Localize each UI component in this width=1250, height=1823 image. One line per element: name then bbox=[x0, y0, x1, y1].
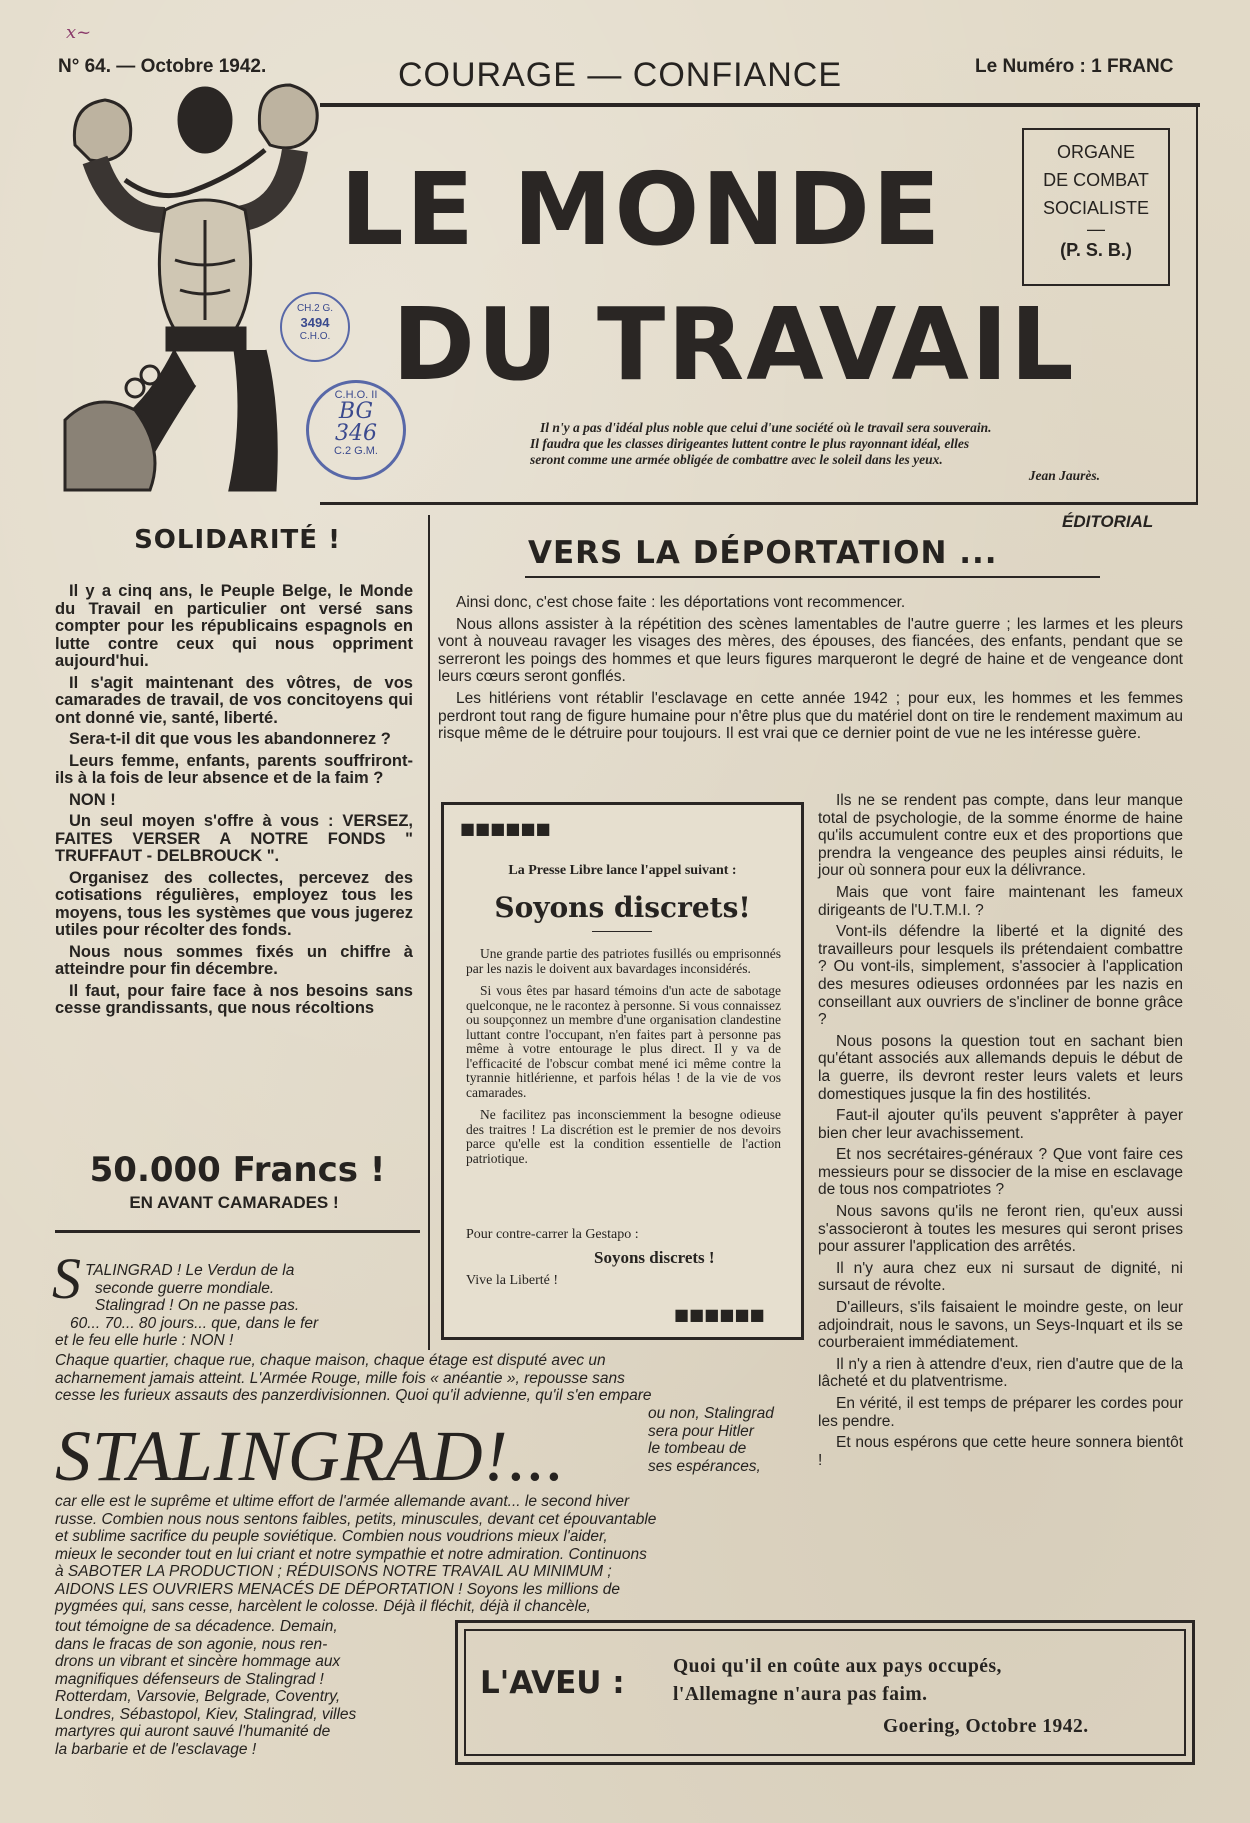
text-line: la barbarie et de l'esclavage ! bbox=[55, 1740, 257, 1758]
price: Le Numéro : 1 FRANC bbox=[975, 56, 1174, 77]
newspaper-title-line2: DU TRAVAIL bbox=[392, 286, 1076, 403]
text-line: Chaque quartier, chaque rue, chaque maison, chaque étage est disputé avec un bbox=[55, 1352, 606, 1369]
text-line: magnifiques défenseurs de Stalingrad ! bbox=[55, 1670, 324, 1688]
intro-line: Stalingrad ! On ne passe pas. bbox=[95, 1297, 300, 1314]
closing-line: EN AVANT CAMARADES ! bbox=[129, 1193, 339, 1212]
text-line: tout témoigne de sa décadence. Demain, bbox=[55, 1618, 338, 1635]
paragraph: Organisez des collectes, percevez des cotisations régulières, employez tous les moyens, tous les systèmes que vous jugerez utiles pour récolter des fonds. bbox=[55, 868, 413, 939]
stalingrad-body bbox=[55, 1493, 800, 1616]
paragraph: Nous posons la question tout en sachant bien qu'étant associés aux allemands depuis le début de la guerre, ils devront rester leurs valets et leurs domestiques jusque la fin des hostilités. bbox=[818, 1032, 1183, 1103]
handwritten-mark: x~ bbox=[66, 22, 92, 43]
paragraph: NON ! bbox=[69, 790, 116, 809]
paragraph: Nous allons assister à la répétition des scènes lamentables de l'autre guerre ; les larmes et les pleurs vont à nouveau ravager les visages des mères, des épouses, des fiancées, des enfants, pendant que se serreront les poings des hommes et que leurs figures marqueront le degré de haine et de vengeance dont leurs cœurs seront gonflés. bbox=[438, 615, 1183, 686]
paragraph: Sera-t-il dit que vous les abandonnerez ? bbox=[69, 730, 391, 748]
paragraph: Ne facilitez pas inconsciemment la besogne odieuse des traitres ! La discrétion est le premier de nos devoirs parce qu'elle est la condition essentielle de l'action patriotique. bbox=[466, 1107, 781, 1166]
stamp-text: C.H.O. bbox=[299, 331, 331, 342]
text-line: cesse les furieux assauts des panzerdivisionnen. Quoi qu'il advienne, qu'il s'en empare bbox=[55, 1387, 652, 1404]
paragraph: Vont-ils défendre la liberté et la dignité des travailleurs pour lesquels ils prétendaient combattre ? Ou vont-ils, simplement, s'associer à l'application des mesures odieuses ordonnées par les nazis en conseillant aux ouvriers de s'incliner de bonne grâce ? bbox=[818, 923, 1183, 1029]
solidarite-title: SOLIDARITÉ ! bbox=[134, 525, 341, 555]
paragraph: En vérité, il est temps de préparer les cordes pour les pendre. bbox=[818, 1395, 1183, 1430]
aveu-signature: Goering, Octobre 1942. bbox=[883, 1716, 1089, 1737]
box-intro: La Presse Libre lance l'appel suivant : bbox=[508, 863, 737, 878]
decorative-squares-icon: ■■■■■■ bbox=[674, 1305, 765, 1324]
fund-amount: 50.000 Francs ! bbox=[89, 1150, 386, 1190]
stamp-text: 346 bbox=[335, 421, 377, 446]
organe-box bbox=[1022, 128, 1170, 286]
quote-line: Il n'y a pas d'idéal plus noble que celui d'une société où le travail sera souverain. bbox=[540, 420, 992, 435]
stalingrad-side-text bbox=[648, 1405, 798, 1475]
intro-line: 60... 70... 80 jours... que, dans le fer bbox=[70, 1314, 319, 1332]
quote-line: Il faudra que les classes dirigeantes luttent contre le plus rayonnant idéal, elles bbox=[530, 436, 970, 451]
box-title: Soyons discrets! bbox=[494, 891, 751, 924]
editorial-top-text bbox=[438, 594, 1183, 747]
text-line: pygmées qui, sans cesse, harcèlent le colosse. Déjà il fléchit, déjà il chancèle, bbox=[55, 1598, 591, 1615]
paragraph: Nous savons qu'ils ne feront rien, qu'eux aussi s'associeront à toutes les mesures qui seront prises pour assurer l'application des arrêtés. bbox=[818, 1203, 1183, 1256]
paragraph: Et nos secrétaires-généraux ? Que vont faire ces messieurs pour se dissocier de la mise en esclavage de tous nos compatriotes ? bbox=[818, 1146, 1183, 1199]
stalingrad-wide-text bbox=[55, 1352, 800, 1405]
text-line: ses espérances, bbox=[648, 1457, 761, 1475]
solidarite-article bbox=[55, 583, 413, 1022]
newspaper-title-line1: LE MONDE bbox=[340, 151, 943, 268]
masthead-rule-top bbox=[320, 103, 1200, 107]
motto: COURAGE — CONFIANCE bbox=[398, 56, 843, 94]
paragraph: Un seul moyen s'offre à vous : VERSEZ, FAITES VERSER A NOTRE FONDS " TRUFFAUT - DELBROUCK ". bbox=[55, 812, 413, 865]
text-line: russe. Combien nous nous sentons faibles, petits, minuscules, devant cet épouvantable bbox=[55, 1510, 657, 1528]
editorial-right-text bbox=[818, 792, 1183, 1473]
intro-line: et le feu elle hurle : NON ! bbox=[55, 1332, 234, 1349]
editorial-title-rule bbox=[525, 576, 1100, 578]
paragraph: Ainsi donc, c'est chose faite : les déportations vont recommencer. bbox=[456, 594, 906, 611]
text-line: sera pour Hitler bbox=[648, 1422, 754, 1440]
text-line: AIDONS LES OUVRIERS MENACÉS DE DÉPORTATION ! Soyons les millions de bbox=[55, 1580, 621, 1598]
intro-line: seconde guerre mondiale. bbox=[95, 1279, 275, 1297]
text-line: drons un vibrant et sincère hommage aux bbox=[55, 1653, 341, 1670]
organe-party: (P. S. B.) bbox=[1060, 240, 1132, 260]
paragraph: Il n'y aura chez eux ni sursaut de dignité, ni sursaut de révolte. bbox=[818, 1259, 1183, 1295]
organe-line: SOCIALISTE bbox=[1042, 198, 1150, 218]
paragraph: Si vous êtes par hasard témoins d'un acte de sabotage quelconque, ne le racontez à personne. Si vous connaissez ou soupçonnez un membre d'une organisation clandestine luttant contre l'occupant, n'en faites part à personne pas même à votre entourage le plus direct. Il y va de l'efficacité de l'obscur combat mené ici même contre la tyrannie hitlérienne, et parfois hélas ! de la vie de vos camarades. bbox=[466, 983, 781, 1100]
box-discrets-line: Soyons discrets ! bbox=[594, 1248, 715, 1267]
editorial-title: VERS LA DÉPORTATION ... bbox=[528, 535, 998, 571]
paragraph: Faut-il ajouter qu'ils peuvent s'apprêter à payer bien cher leur avachissement. bbox=[818, 1107, 1183, 1142]
organe-line: ORGANE bbox=[1056, 142, 1135, 162]
paragraph: Ils ne se rendent pas compte, dans leur manque total de psychologie, de la somme énorme de haine qu'ils accumulent contre eux et des proportions que prendra la vengeance des peuples ainsi réduits, le jour où sonnera pour eux la délivrance. bbox=[818, 792, 1183, 880]
paragraph: Nous nous sommes fixés un chiffre à atteindre pour fin décembre. bbox=[55, 942, 413, 978]
paragraph: Leurs femme, enfants, parents souffriront-ils à la fois de leur absence et de la faim ? bbox=[55, 751, 413, 787]
stamp-text: BG bbox=[338, 399, 374, 424]
stalingrad-headline: STALINGRAD!... bbox=[55, 1416, 566, 1496]
box-liberte-line: Vive la Liberté ! bbox=[466, 1273, 559, 1288]
text-line: et sublime sacrifice du peuple soviétique. Combien nous voudrions mieux l'aider, bbox=[55, 1528, 608, 1545]
text-line: Rotterdam, Varsovie, Belgrade, Coventry, bbox=[55, 1688, 341, 1705]
left-column-rule bbox=[55, 1230, 420, 1233]
stamp-text: 3494 bbox=[300, 315, 330, 330]
drop-cap: S bbox=[52, 1246, 81, 1311]
text-line: Londres, Sébastopol, Kiev, Stalingrad, villes bbox=[55, 1705, 357, 1723]
text-line: mieux le seconder tout en lui criant et notre sympathie et notre admiration. Continuons bbox=[55, 1545, 647, 1563]
solidarite-closing-wrap bbox=[55, 1194, 413, 1216]
paragraph: Il y a cinq ans, le Peuple Belge, le Monde du Travail en particulier ont versé sans compter pour les républicains espagnols en lutte contre ceux qui nous oppriment aujourd'hui. bbox=[55, 582, 413, 670]
jaures-quote bbox=[530, 420, 1150, 484]
column-divider bbox=[428, 515, 430, 1350]
organe-line: — bbox=[1087, 219, 1105, 239]
aveu-label: L'AVEU : bbox=[480, 1665, 625, 1701]
decorative-squares-icon: ■■■■■■ bbox=[460, 819, 551, 838]
box-body bbox=[466, 947, 781, 1174]
organe-line: DE COMBAT bbox=[1043, 170, 1149, 190]
library-stamp-bg346 bbox=[306, 380, 406, 480]
text-line: dans le fracas de son agonie, nous ren- bbox=[55, 1635, 328, 1653]
stalingrad-intro bbox=[55, 1262, 413, 1350]
stalingrad-closing bbox=[55, 1618, 415, 1758]
box-gestapo-line: Pour contre-carrer la Gestapo : bbox=[466, 1227, 639, 1242]
paragraph: Il faut, pour faire face à nos besoins sans cesse grandissants, que nous récoltions bbox=[55, 981, 413, 1017]
stamp-text: C.H.O. II bbox=[334, 389, 378, 401]
text-line: acharnement jamais atteint. L'Armée Rouge, mille fois « anéantie », repousse sans bbox=[55, 1369, 625, 1387]
paragraph: Une grande partie des patriotes fusillés ou emprisonnés par les nazis le doivent aux bavardages inconsidérés. bbox=[466, 946, 781, 976]
paragraph: Il s'agit maintenant des vôtres, de vos camarades de travail, de vos concitoyens qui ont donné vie, santé, liberté. bbox=[55, 673, 413, 727]
text-line: à SABOTER LA PRODUCTION ; RÉDUISONS NOTRE TRAVAIL AU MINIMUM ; bbox=[55, 1563, 612, 1580]
text-line: le tombeau de bbox=[648, 1440, 747, 1457]
library-stamp-small bbox=[280, 292, 350, 362]
quote-line: seront comme une armée obligée de combattre avec le soleil dans les yeux. bbox=[530, 452, 943, 467]
intro-line: TALINGRAD ! Le Verdun de la bbox=[85, 1262, 295, 1279]
quote-author: Jean Jaurès. bbox=[1028, 468, 1100, 483]
text-line: car elle est le suprême et ultime effort de l'armée allemande avant... le second hiver bbox=[55, 1493, 630, 1510]
text-line: martyres qui auront sauvé l'humanité de bbox=[55, 1723, 331, 1740]
stamp-text: C.2 G.M. bbox=[333, 445, 378, 457]
issue-number: N° 64. — Octobre 1942. bbox=[58, 56, 267, 77]
masthead-rule-right bbox=[1196, 103, 1198, 503]
text-line: ou non, Stalingrad bbox=[648, 1405, 774, 1422]
aveu-quote-line1: Quoi qu'il en coûte aux pays occupés, bbox=[673, 1656, 1002, 1677]
paragraph: Et nous espérons que cette heure sonnera bientôt ! bbox=[818, 1434, 1183, 1469]
paragraph: Les hitlériens vont rétablir l'esclavage en cette année 1942 ; pour eux, les hommes et les femmes perdront tout rang de figure humaine pour n'être plus que du matériel dont on tire le rendement maximum au risque même de le détruire pour toujours. Il est vrai que ce dernier point de vue ne les intéresse guère. bbox=[438, 689, 1183, 743]
aveu-quote-line2: l'Allemagne n'aura pas faim. bbox=[673, 1684, 928, 1705]
aveu-box bbox=[455, 1620, 1195, 1765]
soyons-discrets-box bbox=[441, 802, 804, 1340]
paragraph: Il n'y a rien à attendre d'eux, rien d'autre que de la lâcheté et du platventrisme. bbox=[818, 1355, 1183, 1391]
paragraph: D'ailleurs, s'ils faisaient le moindre geste, on leur adjoindrait, nous le savons, un Seys-Inquart et ils se courberaient immédiatement. bbox=[818, 1299, 1183, 1352]
masthead-rule-bottom bbox=[320, 502, 1198, 505]
editorial-label: ÉDITORIAL bbox=[1062, 512, 1154, 531]
paragraph: Mais que vont faire maintenant les fameux dirigeants de l'U.T.M.I. ? bbox=[818, 883, 1183, 919]
stamp-text: CH.2 G. bbox=[296, 303, 334, 314]
box-title-rule bbox=[592, 931, 652, 932]
